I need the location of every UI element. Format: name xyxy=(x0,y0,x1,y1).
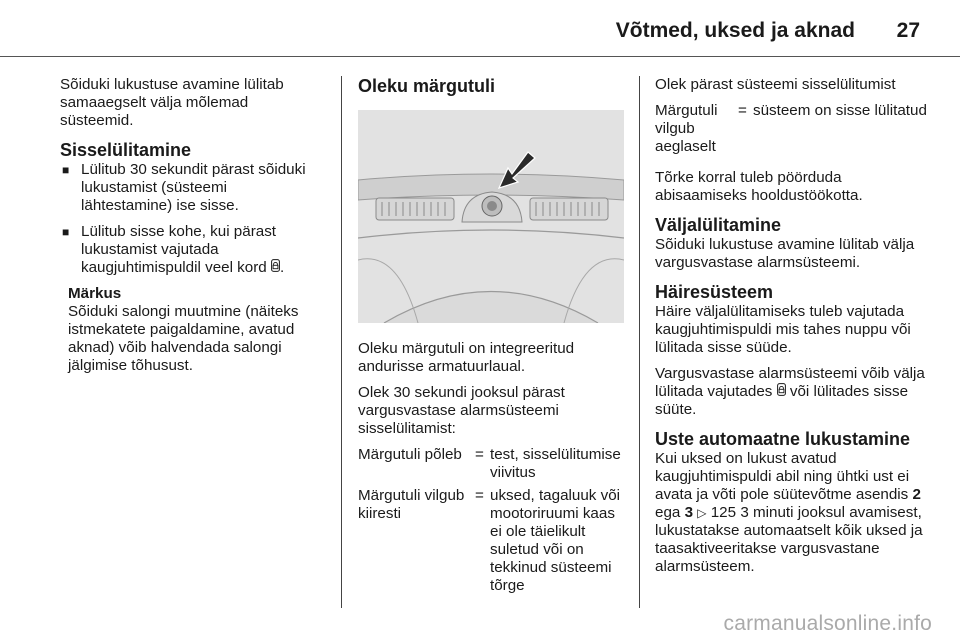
figure-caption: Oleku märgutuli on integreeritud andurisse armatuurlaual. xyxy=(358,340,575,375)
column-divider xyxy=(341,76,342,608)
ignition-position-3: 3 xyxy=(684,504,694,521)
column-1 xyxy=(60,76,320,375)
status-after-table xyxy=(655,102,930,161)
status-table xyxy=(358,446,626,600)
alarm-text-2-post: või lülitades sisse süüte. xyxy=(655,383,909,418)
status-equals: = xyxy=(475,487,484,504)
header-title: Võtmed, uksed ja aknad xyxy=(615,19,855,42)
section-heading-valjalulitamine: Väljalülitamine xyxy=(655,215,782,235)
status-value: süsteem on sisse lülitatud xyxy=(753,102,927,119)
bullet-text: Lülitub 30 sekundit pärast sõiduki lukustamist (süsteemi lähtestamine) ise sisse. xyxy=(81,161,306,214)
status-equals: = xyxy=(738,102,747,119)
alarm-text-2-pre: Vargusvastase alarmsüsteemi võib välja lülitada vajutades xyxy=(655,365,925,400)
auto-lock-ega: ega xyxy=(655,504,681,521)
column-3 xyxy=(655,76,930,584)
ignition-position-2: 2 xyxy=(912,486,921,503)
auto-lock-text xyxy=(655,450,930,576)
section-heading-sisselulitamine: Sisselülitamine xyxy=(60,140,192,160)
section-heading-uste-automaatne-lukustamine: Uste automaatne lukustamine xyxy=(655,429,911,449)
page-number: 27 xyxy=(896,19,920,42)
status-equals: = xyxy=(475,446,484,463)
intro-text: Sõiduki lukustuse avamine lülitab samaaegselt välja mõlemad süsteemid. xyxy=(60,76,284,129)
status-key: Märgutuli vilgub kiiresti xyxy=(358,487,465,522)
header-rule xyxy=(0,56,960,57)
status-value: test, sisselülitumise viivitus xyxy=(490,446,621,481)
dashboard-sensor-illustration xyxy=(358,110,624,323)
status-value: uksed, tagaluuk või mootoriruumi kaas ei ole täielikult suletud või on tekkinud süsteemi tõrge xyxy=(490,487,621,594)
status-after-lead: Olek pärast süsteemi sisselülitumist xyxy=(655,76,896,93)
alarm-text-1: Häire väljalülitamiseks tuleb vajutada kaugjuhtimispuldi mis tahes nuppu või lülitada sisse süüde. xyxy=(655,303,911,356)
bullet-list xyxy=(60,161,320,277)
status-key: Märgutuli põleb xyxy=(358,446,462,463)
note-text: Sõiduki salongi muutmine (näiteks istmekatete paigaldamine, avatud aknad) võib halvendada salongi jälgimise tõhusust. xyxy=(68,303,299,374)
list-item xyxy=(60,161,320,215)
list-item xyxy=(60,223,320,277)
note-block xyxy=(60,285,320,375)
column-2 xyxy=(358,76,626,608)
remote-lock-key-icon xyxy=(777,383,786,401)
auto-lock-text-1: Kui uksed on lukust avatud kaugjuhtimispuldi abil ning ühtki ust ei avata ja võti pole süütevõtme asendis xyxy=(655,450,910,503)
watermark: carmanualsonline.info xyxy=(723,612,932,635)
page-reference[interactable]: 125 xyxy=(710,504,737,521)
status-lead: Olek 30 sekundi jooksul pärast vargusvastase alarmsüsteemi sisselülitamist: xyxy=(358,384,565,437)
remote-lock-key-icon xyxy=(271,259,280,277)
status-key: Märgutuli vilgub aeglaselt xyxy=(655,102,718,155)
note-title: Märkus xyxy=(68,285,122,302)
off-text: Sõiduki lukustuse avamine lülitab välja vargusvastase alarmsüsteemi. xyxy=(655,236,915,271)
auto-lock-text-2: 3 minuti jooksul avamisest, lukustatakse automaatselt kõik uksed ja taasaktiveeritakse vargusvastane alarmsüsteem. xyxy=(655,504,923,575)
page-reference-arrow-icon: ▷ xyxy=(697,506,707,520)
bullet-text: Lülitub sisse kohe, kui pärast lukustamist vajutada kaugjuhtimispuldil veel kord xyxy=(81,223,277,276)
column-divider xyxy=(639,76,640,608)
bullet-text-end: . xyxy=(279,259,285,276)
section-heading-hairesusteem: Häiresüsteem xyxy=(655,282,774,302)
alarm-text-2 xyxy=(655,365,930,419)
fault-text: Tõrke korral tuleb pöörduda abisaamiseks hooldustöökotta. xyxy=(655,169,863,204)
section-heading-oleku-margutuli: Oleku märgutuli xyxy=(358,76,496,96)
